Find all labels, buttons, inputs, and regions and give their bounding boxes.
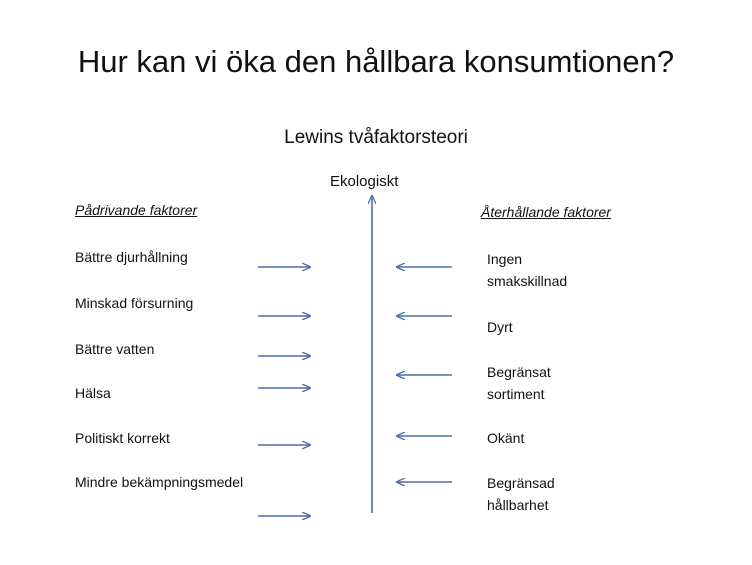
driving-factor: Bättre vatten <box>75 341 155 357</box>
driving-factor: Bättre djurhållning <box>75 249 188 265</box>
restraining-factor: Dyrt <box>487 319 513 335</box>
central-axis-label: Ekologiskt <box>330 173 399 190</box>
driving-factor: Hälsa <box>75 385 111 401</box>
restraining-factor: Begränsat sortiment <box>487 364 551 402</box>
driving-factors-heading: Pådrivande faktorer <box>75 202 198 218</box>
restraining-factor: Begränsad hållbarhet <box>487 475 555 513</box>
restraining-factors-heading: Återhållande faktorer <box>481 204 611 220</box>
restraining-factor: Ingen smakskillnad <box>487 251 568 289</box>
driving-factor: Minskad försurning <box>75 295 194 311</box>
driving-factor: Mindre bekämpningsmedel <box>75 474 244 490</box>
driving-factor: Politiskt korrekt <box>75 430 170 446</box>
slide-title: Hur kan vi öka den hållbara konsumtionen? <box>77 44 675 79</box>
diagram-subtitle: Lewins tvåfaktorsteori <box>284 127 468 148</box>
restraining-factor: Okänt <box>487 430 525 446</box>
